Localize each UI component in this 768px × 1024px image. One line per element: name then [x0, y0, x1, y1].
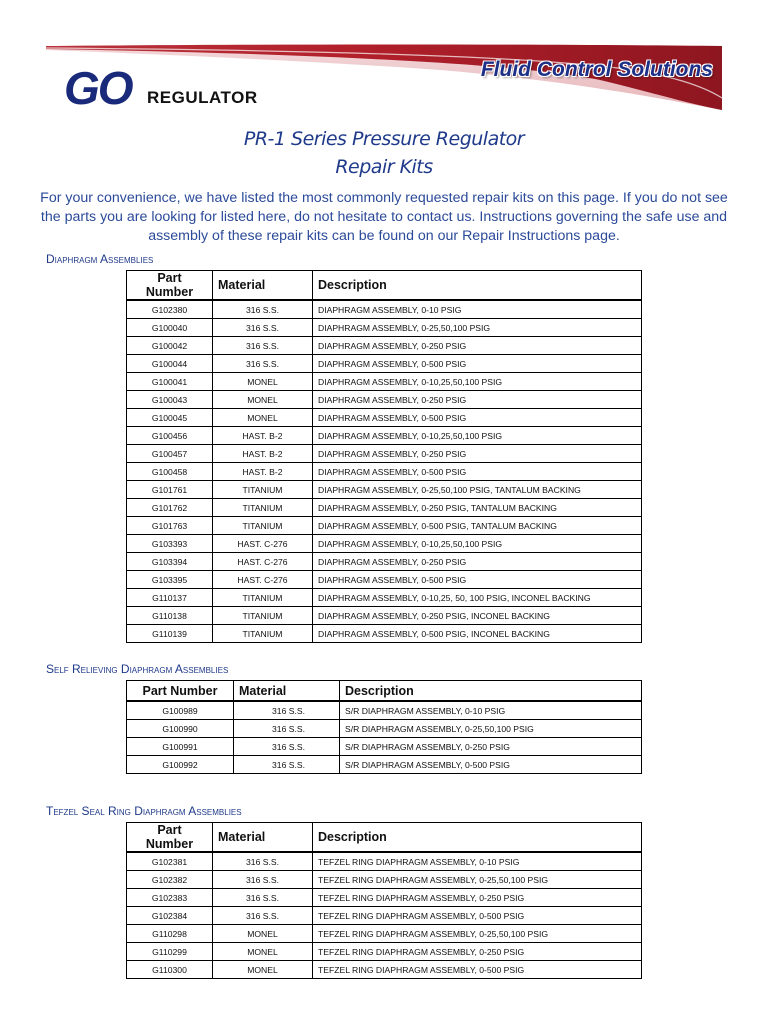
material-cell: MONEL [213, 391, 313, 409]
table-row [127, 907, 642, 925]
description-cell: TEFZEL RING DIAPHRAGM ASSEMBLY, 0-500 PSIG [313, 961, 642, 979]
part-number-cell: G102384 [127, 907, 213, 925]
part-number-cell: G102381 [127, 852, 213, 871]
part-number-cell: G103393 [127, 535, 213, 553]
table-row [127, 943, 642, 961]
material-cell: TITANIUM [213, 517, 313, 535]
part-number-cell: G100044 [127, 355, 213, 373]
table-row [127, 517, 642, 535]
table-header-row [127, 823, 642, 853]
description-cell: S/R DIAPHRAGM ASSEMBLY, 0-250 PSIG [340, 738, 642, 756]
table-row [127, 925, 642, 943]
table-header-row [127, 271, 642, 301]
part-number-cell: G100456 [127, 427, 213, 445]
material-cell: TITANIUM [213, 481, 313, 499]
table-row [127, 738, 642, 756]
material-cell: HAST. B-2 [213, 463, 313, 481]
part-number-cell: G100041 [127, 373, 213, 391]
material-cell: 316 S.S. [213, 337, 313, 355]
part-number-cell: G100040 [127, 319, 213, 337]
page-title: PR-1 Series Pressure Regulator [243, 128, 525, 150]
material-cell: 316 S.S. [213, 871, 313, 889]
part-number-cell: G110139 [127, 625, 213, 643]
material-cell: TITANIUM [213, 625, 313, 643]
part-number-cell: G103395 [127, 571, 213, 589]
material-cell: HAST. B-2 [213, 445, 313, 463]
part-number-header: Part Number [127, 271, 213, 301]
part-number-header: Part Number [127, 681, 234, 702]
description-cell: DIAPHRAGM ASSEMBLY, 0-250 PSIG [313, 553, 642, 571]
material-cell: TITANIUM [213, 499, 313, 517]
description-cell: TEFZEL RING DIAPHRAGM ASSEMBLY, 0-25,50,100 PSIG [313, 925, 642, 943]
table-row [127, 553, 642, 571]
description-header: Description [340, 681, 642, 702]
table-row [127, 720, 642, 738]
description-cell: DIAPHRAGM ASSEMBLY, 0-250 PSIG, TANTALUM BACKING [313, 499, 642, 517]
description-cell: DIAPHRAGM ASSEMBLY, 0-500 PSIG [313, 355, 642, 373]
material-header: Material [213, 823, 313, 853]
table-row [127, 625, 642, 643]
part-number-cell: G102382 [127, 871, 213, 889]
table-row [127, 571, 642, 589]
diaphragm-assemblies-table [126, 270, 642, 643]
part-number-cell: G100045 [127, 409, 213, 427]
part-number-cell: G100457 [127, 445, 213, 463]
section-heading-self-relieving: Self Relieving Diaphragm Assemblies [46, 662, 229, 676]
table-row [127, 871, 642, 889]
description-cell: DIAPHRAGM ASSEMBLY, 0-10,25,50,100 PSIG [313, 373, 642, 391]
material-cell: 316 S.S. [213, 319, 313, 337]
part-number-cell: G101761 [127, 481, 213, 499]
material-cell: MONEL [213, 961, 313, 979]
material-cell: 316 S.S. [213, 355, 313, 373]
description-cell: S/R DIAPHRAGM ASSEMBLY, 0-500 PSIG [340, 756, 642, 774]
part-number-cell: G100992 [127, 756, 234, 774]
description-cell: TEFZEL RING DIAPHRAGM ASSEMBLY, 0-250 PSIG [313, 889, 642, 907]
page-subtitle: Repair Kits [335, 156, 433, 178]
material-cell: 316 S.S. [234, 756, 340, 774]
material-cell: 316 S.S. [213, 907, 313, 925]
logo-regulator-text: REGULATOR [147, 88, 258, 107]
tefzel-seal-ring-table [126, 822, 642, 979]
part-number-cell: G100991 [127, 738, 234, 756]
description-header: Description [313, 823, 642, 853]
description-cell: DIAPHRAGM ASSEMBLY, 0-500 PSIG [313, 463, 642, 481]
table-row [127, 445, 642, 463]
description-cell: DIAPHRAGM ASSEMBLY, 0-10 PSIG [313, 300, 642, 319]
description-cell: DIAPHRAGM ASSEMBLY, 0-500 PSIG [313, 409, 642, 427]
material-cell: HAST. C-276 [213, 553, 313, 571]
table-row [127, 319, 642, 337]
description-cell: TEFZEL RING DIAPHRAGM ASSEMBLY, 0-250 PSIG [313, 943, 642, 961]
table-row [127, 463, 642, 481]
table-row [127, 355, 642, 373]
description-cell: DIAPHRAGM ASSEMBLY, 0-250 PSIG [313, 337, 642, 355]
table-row [127, 481, 642, 499]
table-row [127, 756, 642, 774]
description-cell: DIAPHRAGM ASSEMBLY, 0-25,50,100 PSIG [313, 319, 642, 337]
description-cell: TEFZEL RING DIAPHRAGM ASSEMBLY, 0-25,50,100 PSIG [313, 871, 642, 889]
material-cell: MONEL [213, 409, 313, 427]
table-row [127, 373, 642, 391]
table-row [127, 300, 642, 319]
description-header: Description [313, 271, 642, 301]
description-cell: TEFZEL RING DIAPHRAGM ASSEMBLY, 0-10 PSIG [313, 852, 642, 871]
material-cell: 316 S.S. [234, 701, 340, 720]
table-row [127, 607, 642, 625]
intro-paragraph: For your convenience, we have listed the most commonly requested repair kits on this page. If you do not see the parts you are looking for listed here, do not hesitate to contact us. Instructions governing the safe use and assembly of these repair kits can be found on our Repair Instructions page. [40, 190, 728, 244]
table-row [127, 701, 642, 720]
table-row [127, 337, 642, 355]
description-cell: DIAPHRAGM ASSEMBLY, 0-10,25, 50, 100 PSIG, INCONEL BACKING [313, 589, 642, 607]
material-cell: TITANIUM [213, 589, 313, 607]
material-cell: MONEL [213, 373, 313, 391]
logo-go-text: GO [64, 62, 132, 114]
part-number-cell: G102380 [127, 300, 213, 319]
material-cell: 316 S.S. [234, 738, 340, 756]
table-row [127, 499, 642, 517]
table-header-row [127, 681, 642, 702]
section-heading-tefzel: Tefzel Seal Ring Diaphragm Assemblies [46, 804, 242, 818]
table-row [127, 427, 642, 445]
part-number-cell: G110298 [127, 925, 213, 943]
table-row [127, 961, 642, 979]
material-cell: MONEL [213, 943, 313, 961]
material-cell: HAST. B-2 [213, 427, 313, 445]
description-cell: DIAPHRAGM ASSEMBLY, 0-500 PSIG, INCONEL BACKING [313, 625, 642, 643]
description-cell: S/R DIAPHRAGM ASSEMBLY, 0-10 PSIG [340, 701, 642, 720]
part-number-header: Part Number [127, 823, 213, 853]
material-cell: 316 S.S. [213, 852, 313, 871]
description-cell: DIAPHRAGM ASSEMBLY, 0-250 PSIG [313, 391, 642, 409]
part-number-cell: G110138 [127, 607, 213, 625]
part-number-cell: G110300 [127, 961, 213, 979]
description-cell: DIAPHRAGM ASSEMBLY, 0-250 PSIG, INCONEL BACKING [313, 607, 642, 625]
description-cell: DIAPHRAGM ASSEMBLY, 0-500 PSIG [313, 571, 642, 589]
section-heading-diaphragm: Diaphragm Assemblies [46, 252, 154, 266]
description-cell: S/R DIAPHRAGM ASSEMBLY, 0-25,50,100 PSIG [340, 720, 642, 738]
material-header: Material [234, 681, 340, 702]
part-number-cell: G100989 [127, 701, 234, 720]
table-row [127, 535, 642, 553]
table-row [127, 391, 642, 409]
material-cell: HAST. C-276 [213, 535, 313, 553]
part-number-cell: G100042 [127, 337, 213, 355]
description-cell: DIAPHRAGM ASSEMBLY, 0-10,25,50,100 PSIG [313, 535, 642, 553]
self-relieving-table [126, 680, 642, 774]
part-number-cell: G100043 [127, 391, 213, 409]
description-cell: DIAPHRAGM ASSEMBLY, 0-250 PSIG [313, 445, 642, 463]
description-cell: DIAPHRAGM ASSEMBLY, 0-25,50,100 PSIG, TANTALUM BACKING [313, 481, 642, 499]
table-row [127, 889, 642, 907]
table-row [127, 409, 642, 427]
table-row [127, 589, 642, 607]
part-number-cell: G100458 [127, 463, 213, 481]
material-cell: HAST. C-276 [213, 571, 313, 589]
description-cell: DIAPHRAGM ASSEMBLY, 0-10,25,50,100 PSIG [313, 427, 642, 445]
part-number-cell: G101763 [127, 517, 213, 535]
table-row [127, 852, 642, 871]
description-cell: DIAPHRAGM ASSEMBLY, 0-500 PSIG, TANTALUM BACKING [313, 517, 642, 535]
part-number-cell: G102383 [127, 889, 213, 907]
material-header: Material [213, 271, 313, 301]
material-cell: 316 S.S. [213, 300, 313, 319]
description-cell: TEFZEL RING DIAPHRAGM ASSEMBLY, 0-500 PSIG [313, 907, 642, 925]
part-number-cell: G110299 [127, 943, 213, 961]
tagline: Fluid Control Solutions [480, 58, 713, 81]
material-cell: 316 S.S. [234, 720, 340, 738]
part-number-cell: G110137 [127, 589, 213, 607]
material-cell: TITANIUM [213, 607, 313, 625]
material-cell: MONEL [213, 925, 313, 943]
part-number-cell: G101762 [127, 499, 213, 517]
part-number-cell: G100990 [127, 720, 234, 738]
part-number-cell: G103394 [127, 553, 213, 571]
material-cell: 316 S.S. [213, 889, 313, 907]
